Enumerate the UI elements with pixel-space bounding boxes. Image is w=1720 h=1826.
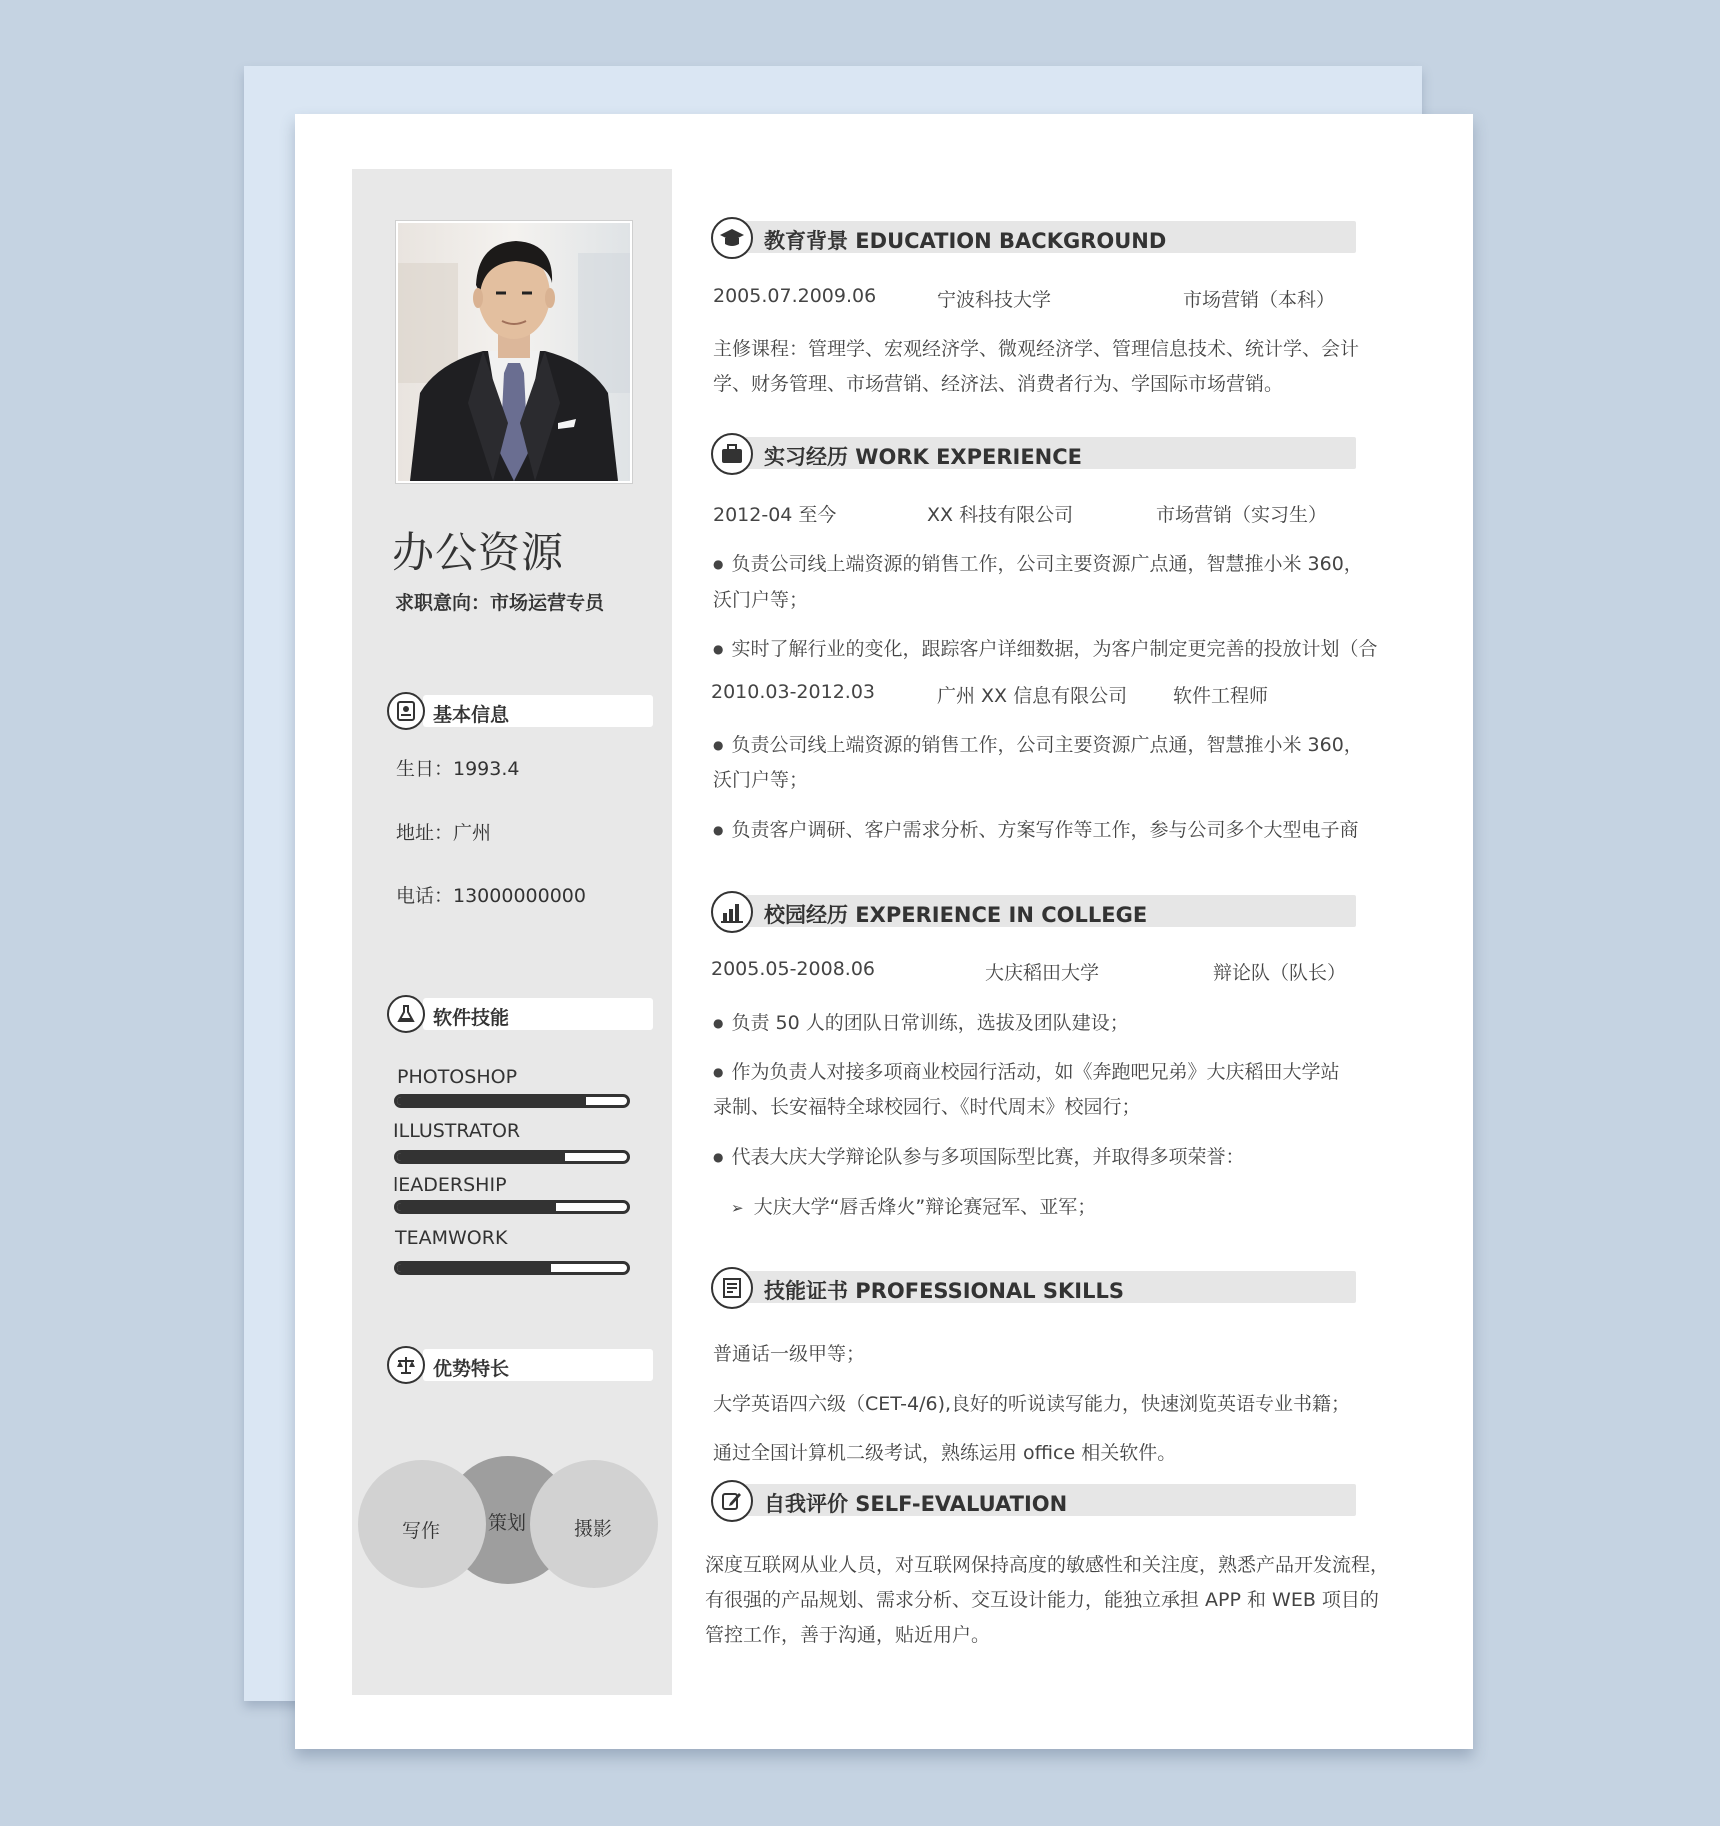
job1-bullet1-line1: ● 负责公司线上端资源的销售工作，公司主要资源广点通，智慧推小米 360， — [713, 549, 1363, 576]
job2-bullet1-line2: 沃门户等； — [713, 769, 809, 791]
self-eval-line1: 深度互联网从业人员，对互联网保持高度的敏感性和关注度，熟悉产品开发流程， — [705, 1554, 1390, 1576]
strengths-venn — [358, 1452, 658, 1592]
education-courses-line2: 学、财务管理、市场营销、经济法、消费者行为、学国际市场营销。 — [713, 373, 1284, 395]
cert-line2: 大学英语四六级（CET-4/6),良好的听说读写能力，快速浏览英语专业书籍； — [713, 1393, 1351, 1415]
job1-date: 2012-04 至今 — [713, 504, 837, 526]
bar-chart-icon — [711, 891, 753, 933]
birthday: 生日：1993.4 — [396, 758, 520, 780]
college-title: 校园经历 EXPERIENCE IN COLLEGE — [764, 903, 1148, 927]
college-header — [711, 889, 1357, 933]
work-header — [711, 431, 1357, 475]
college-bullet2-line2: 录制、长安福特全球校园行、《时代周末》校园行； — [713, 1096, 1141, 1118]
skill-name-illustrator: ILLUSTRATOR — [393, 1120, 521, 1142]
job2-bullet2: ● 负责客户调研、客户需求分析、方案写作等工作，参与公司多个大型电子商 — [713, 815, 1359, 842]
graduation-cap-icon — [711, 217, 753, 259]
self-eval-line2: 有很强的产品规划、需求分析、交互设计能力，能独立承担 APP 和 WEB 项目的 — [705, 1589, 1379, 1611]
id-card-icon — [387, 692, 425, 730]
education-header — [711, 215, 1357, 259]
phone: 电话：13000000000 — [396, 885, 586, 907]
software-skills-header — [387, 995, 655, 1031]
certificate-icon — [711, 1267, 753, 1309]
skills-cert-header — [711, 1265, 1357, 1309]
skills-cert-title: 技能证书 PROFESSIONAL SKILLS — [764, 1279, 1125, 1303]
scales-icon — [387, 1346, 425, 1384]
skill-name-leadership: lEADERSHIP — [393, 1174, 507, 1196]
skill-bar-leadership — [394, 1200, 630, 1214]
education-date: 2005.07.2009.06 — [713, 285, 877, 307]
education-courses-line1: 主修课程：管理学、宏观经济学、微观经济学、管理信息技术、统计学、会计 — [713, 338, 1360, 360]
cert-line1: 普通话一级甲等； — [713, 1343, 866, 1365]
cert-line3: 通过全国计算机二级考试，熟练运用 office 相关软件。 — [713, 1442, 1177, 1464]
briefcase-icon — [711, 433, 753, 475]
college-school: 大庆稻田大学 — [985, 962, 1100, 984]
skill-name-photoshop: PHOTOSHOP — [397, 1066, 518, 1088]
edit-icon — [711, 1480, 753, 1522]
self-eval-line3: 管控工作，善于沟通，贴近用户。 — [705, 1624, 991, 1646]
college-bullet2-line1: ● 作为负责人对接多项商业校园行活动，如《奔跑吧兄弟》大庆稻田大学站 — [713, 1057, 1340, 1084]
skill-name-teamwork: TEAMWORK — [395, 1227, 508, 1249]
skill-bar-teamwork — [394, 1261, 630, 1275]
address: 地址：广州 — [396, 822, 492, 844]
strengths-header — [387, 1346, 655, 1382]
self-eval-header — [711, 1478, 1357, 1522]
education-title: 教育背景 EDUCATION BACKGROUND — [764, 229, 1167, 253]
flask-icon — [387, 995, 425, 1033]
self-eval-title: 自我评价 SELF-EVALUATION — [764, 1492, 1068, 1516]
strength-writing: 写作 — [402, 1520, 441, 1542]
job1-company: XX 科技有限公司 — [927, 504, 1074, 526]
job2-company: 广州 XX 信息有限公司 — [937, 685, 1128, 707]
job2-date: 2010.03-2012.03 — [711, 681, 875, 703]
strengths-title: 优势特长 — [433, 1358, 510, 1380]
job2-bullet1-line1: ● 负责公司线上端资源的销售工作，公司主要资源广点通，智慧推小米 360， — [713, 730, 1363, 757]
job1-role: 市场营销（实习生） — [1156, 504, 1328, 526]
software-skills-title: 软件技能 — [433, 1007, 510, 1029]
strength-planning: 策划 — [488, 1512, 527, 1534]
education-major: 市场营销（本科） — [1183, 289, 1336, 311]
college-date: 2005.05-2008.06 — [711, 958, 875, 980]
college-bullet3: ● 代表大庆大学辩论队参与多项国际型比赛，并取得多项荣誉： — [713, 1142, 1245, 1169]
college-role: 辩论队（队长） — [1213, 962, 1347, 984]
job1-bullet2: ● 实时了解行业的变化，跟踪客户详细数据，为客户制定更完善的投放计划（合 — [713, 634, 1378, 661]
education-school: 宁波科技大学 — [937, 289, 1052, 311]
college-bullet1: ● 负责 50 人的团队日常训练，选拔及团队建设； — [713, 1008, 1129, 1035]
skill-bar-photoshop — [394, 1094, 630, 1108]
basic-info-header — [387, 692, 655, 728]
candidate-name: 办公资源 — [392, 528, 565, 577]
college-sub-bullet1: ➢ 大庆大学“唇舌烽火”辩论赛冠军、亚军； — [731, 1192, 1096, 1219]
strength-photography: 摄影 — [574, 1518, 613, 1540]
job1-bullet1-line2: 沃门户等； — [713, 589, 809, 611]
profile-photo — [396, 221, 632, 483]
skill-bar-illustrator — [394, 1150, 630, 1164]
work-title: 实习经历 WORK EXPERIENCE — [764, 445, 1083, 469]
basic-info-title: 基本信息 — [433, 704, 510, 726]
job2-role: 软件工程师 — [1173, 685, 1269, 707]
job-intent: 求职意向：市场运营专员 — [395, 592, 605, 614]
